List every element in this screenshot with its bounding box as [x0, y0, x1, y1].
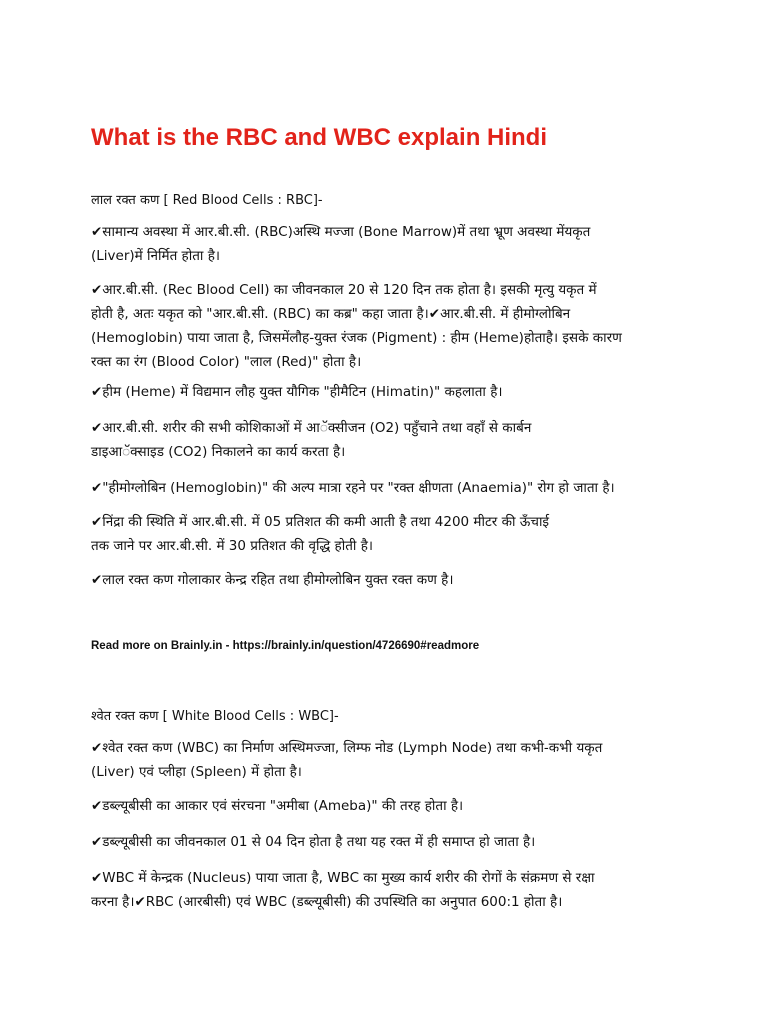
text-line: होती है, अतः यकृत को "आर.बी.सी. (RBC) का कब्र" कहा जाता है।✔आर.बी.सी. में हीमोग्लोबिन: [91, 306, 571, 322]
text-line: (Liver) एवं प्लीहा (Spleen) में होता है।: [91, 764, 302, 780]
text-line: ✔हीम (Heme) में विद्यमान लौह युक्त यौगिक "हीमैटिन (Himatin)" कहलाता है।: [91, 384, 503, 400]
text-line: ✔निंद्रा की स्थिति में आर.बी.सी. में 05 प्रतिशत की कमी आती है तथा 4200 मीटर की ऊँचाई: [91, 514, 550, 530]
rbc-paragraph-7: [91, 568, 677, 592]
text-line: रक्त का रंग (Blood Color) "लाल (Red)" होता है।: [91, 354, 362, 370]
rbc-paragraph-5: [91, 476, 677, 500]
wbc-heading: श्वेत रक्त कण [ White Blood Cells : WBC]-: [91, 709, 339, 724]
text-line: ✔सामान्य अवस्था में आर.बी.सी. (RBC)अस्थि मज्जा (Bone Marrow)में तथा भ्रूण अवस्था मेंयकृत: [91, 224, 591, 240]
page-title: What is the RBC and WBC explain Hindi: [91, 124, 548, 151]
text-line: (Hemoglobin) पाया जाता है, जिसमेंलौह-युक्त रंजक (Pigment) : हीम (Heme)होताहै। इसके कारण: [91, 330, 622, 346]
rbc-paragraph-3: [91, 380, 677, 404]
rbc-paragraph-1: [91, 220, 677, 268]
text-line: तक जाने पर आर.बी.सी. में 30 प्रतिशत की वृद्धि होती है।: [91, 538, 373, 554]
text-line: ✔श्वेत रक्त कण (WBC) का निर्माण अस्थिमज्जा, लिम्फ नोड (Lymph Node) तथा कभी-कभी यकृत: [91, 740, 603, 756]
wbc-paragraph-1: [91, 736, 677, 784]
rbc-paragraph-4: [91, 416, 677, 464]
wbc-paragraph-3: [91, 830, 677, 854]
text-line: ✔WBC में केन्द्रक (Nucleus) पाया जाता है, WBC का मुख्य कार्य शरीर की रोगों के संक्रमण से रक्षा: [91, 870, 595, 886]
text-line: (Liver)में निर्मित होता है।: [91, 248, 220, 264]
wbc-paragraph-2: [91, 794, 677, 818]
text-line: ✔आर.बी.सी. शरीर की सभी कोशिकाओं में आॅक्सीजन (O2) पहुँचाने तथा वहाँ से कार्बन: [91, 420, 532, 436]
text-line: ✔"हीमोग्लोबिन (Hemoglobin)" की अल्प मात्रा रहने पर "रक्त क्षीणता (Anaemia)" रोग हो जाता है।: [91, 480, 615, 496]
rbc-paragraph-6: [91, 510, 677, 558]
text-line: ✔डब्ल्यूबीसी का आकार एवं संरचना "अमीबा (Ameba)" की तरह होता है।: [91, 798, 464, 814]
text-line: ✔आर.बी.सी. (Rec Blood Cell) का जीवनकाल 20 से 120 दिन तक होता है। इसकी मृत्यु यकृत में: [91, 282, 597, 298]
text-line: ✔लाल रक्त कण गोलाकार केन्द्र रहित तथा हीमोग्लोबिन युक्त रक्त कण है।: [91, 572, 454, 588]
wbc-paragraph-4: [91, 866, 677, 914]
read-more-link[interactable]: Read more on Brainly.in - https://brainly.in/question/4726690#readmore: [91, 640, 480, 652]
text-line: ✔डब्ल्यूबीसी का जीवनकाल 01 से 04 दिन होता है तथा यह रक्त में ही समाप्त हो जाता है।: [91, 834, 536, 850]
rbc-heading: लाल रक्त कण [ Red Blood Cells : RBC]-: [91, 193, 323, 208]
text-line: करना है।✔RBC (आरबीसी) एवं WBC (डब्ल्यूबीसी) की उपस्थिति का अनुपात 600:1 होता है।: [91, 894, 563, 910]
text-line: डाइआॅक्साइड (CO2) निकालने का कार्य करता है।: [91, 444, 346, 460]
rbc-paragraph-2: [91, 278, 677, 374]
